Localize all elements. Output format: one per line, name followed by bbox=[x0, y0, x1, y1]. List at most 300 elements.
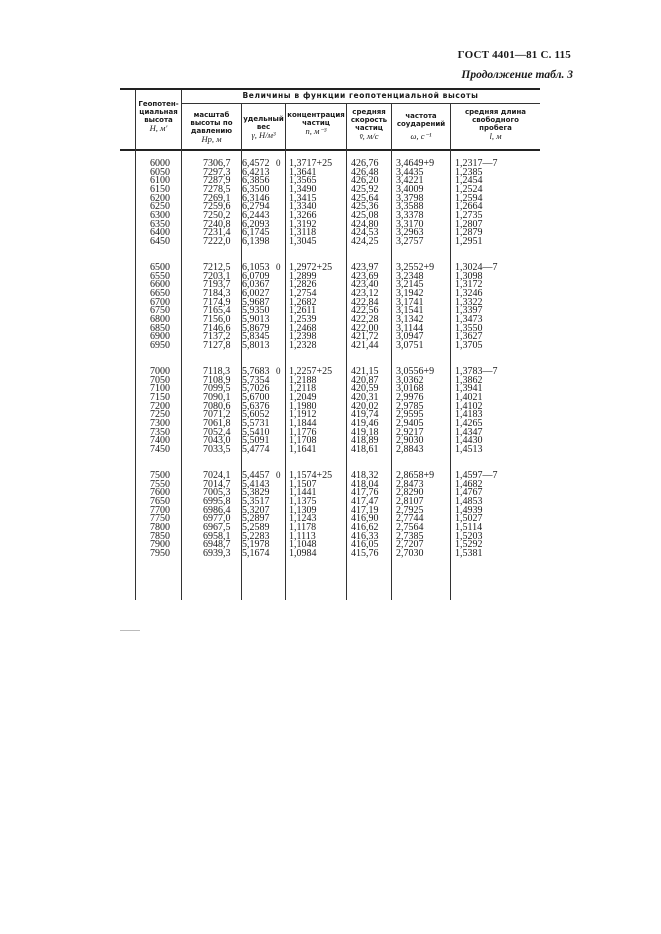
cell-omega: 2,8290 bbox=[396, 487, 424, 499]
cell-v: 418,89 bbox=[351, 435, 379, 447]
cell-gamma: 5,9687 bbox=[242, 296, 270, 308]
cell-omega: 3,2552+9 bbox=[396, 262, 435, 273]
cell-Hp: 7306,7 bbox=[203, 158, 231, 169]
cell-Hp: 6967,5 bbox=[203, 521, 231, 533]
cell-Hp: 7146,6 bbox=[203, 322, 231, 334]
cell-omega: 2,8658+9 bbox=[396, 470, 435, 481]
cell-v: 418,61 bbox=[351, 443, 379, 455]
cell-v: 422,56 bbox=[351, 305, 379, 317]
cell-gamma: 5,3829 bbox=[242, 487, 270, 499]
cell-omega: 2,7925 bbox=[396, 504, 424, 516]
cell-v: 420,87 bbox=[351, 374, 379, 386]
cell-omega: 3,4009 bbox=[396, 183, 424, 195]
cell-l: 1,2594 bbox=[455, 192, 483, 204]
cell-Hp: 7193,7 bbox=[203, 279, 231, 291]
cell-gamma: 5,9013 bbox=[242, 313, 270, 325]
cell-Hp: 7127,8 bbox=[203, 339, 231, 351]
cell-n: 1,2188 bbox=[289, 374, 317, 386]
cell-v: 419,18 bbox=[351, 426, 379, 438]
cell-omega: 2,7030 bbox=[396, 547, 424, 559]
cell-Hp: 7287,9 bbox=[203, 175, 231, 187]
cell-l: 1,4265 bbox=[455, 417, 483, 429]
cell-H: 6350 bbox=[150, 218, 170, 230]
cell-gamma-exponent: 0 bbox=[276, 158, 281, 168]
cell-omega: 3,4221 bbox=[396, 175, 424, 187]
cell-omega: 3,1741 bbox=[396, 296, 424, 308]
cell-Hp: 7090,1 bbox=[203, 391, 231, 403]
cell-n: 1,1776 bbox=[289, 426, 317, 438]
cell-H: 7600 bbox=[150, 487, 170, 499]
cell-n: 1,1912 bbox=[289, 409, 317, 421]
header-line: частота bbox=[405, 112, 437, 120]
cell-v: 417,47 bbox=[351, 495, 379, 507]
cell-omega: 2,7385 bbox=[396, 530, 424, 542]
cell-omega: 2,9595 bbox=[396, 409, 424, 421]
cell-gamma: 5,6700 bbox=[242, 391, 270, 403]
cell-Hp: 7156,0 bbox=[203, 313, 231, 325]
cell-v: 416,62 bbox=[351, 521, 379, 533]
header-symbol: n, м⁻³ bbox=[305, 126, 327, 136]
page-header: ГОСТ 4401—81 С. 115 bbox=[457, 49, 571, 61]
cell-v: 417,19 bbox=[351, 504, 379, 516]
cell-n: 1,3118 bbox=[289, 227, 317, 239]
cell-gamma: 5,7683 bbox=[242, 366, 270, 377]
header-line: частиц bbox=[355, 124, 383, 132]
cell-omega: 3,2348 bbox=[396, 270, 424, 282]
cell-n: 1,1309 bbox=[289, 504, 317, 516]
cell-H: 6000 bbox=[150, 158, 170, 169]
cell-Hp: 7014,7 bbox=[203, 478, 231, 490]
cell-l: 1,3024—7 bbox=[455, 262, 498, 273]
cell-H: 6600 bbox=[150, 279, 170, 291]
cell-omega: 3,4649+9 bbox=[396, 158, 435, 169]
cell-Hp: 7033,5 bbox=[203, 443, 231, 455]
cell-n: 1,2398 bbox=[289, 331, 317, 343]
cell-l: 1,4430 bbox=[455, 435, 483, 447]
header-line: высоты по bbox=[190, 119, 233, 127]
cell-Hp: 7099,5 bbox=[203, 383, 231, 395]
cell-omega: 3,0947 bbox=[396, 331, 424, 343]
header-symbol: ω, с⁻¹ bbox=[410, 131, 432, 141]
cell-n: 1,1980 bbox=[289, 400, 317, 412]
cell-omega: 2,7207 bbox=[396, 539, 424, 551]
table-row bbox=[120, 445, 540, 454]
cell-n: 1,1641 bbox=[289, 443, 317, 455]
cell-Hp: 7278,5 bbox=[203, 183, 231, 195]
cell-l: 1,4183 bbox=[455, 409, 483, 421]
cell-gamma-exponent: 0 bbox=[276, 366, 281, 376]
cell-Hp: 7137,2 bbox=[203, 331, 231, 343]
cell-Hp: 7061,8 bbox=[203, 417, 231, 429]
cell-l: 1,2385 bbox=[455, 166, 483, 178]
cell-l: 1,3473 bbox=[455, 313, 483, 325]
cell-l: 1,5027 bbox=[455, 513, 483, 525]
cell-H: 7100 bbox=[150, 383, 170, 395]
cell-n: 1,3490 bbox=[289, 183, 317, 195]
cell-v: 425,92 bbox=[351, 183, 379, 195]
cell-H: 7350 bbox=[150, 426, 170, 438]
cell-n: 1,3717+25 bbox=[289, 158, 333, 169]
cell-omega: 3,1342 bbox=[396, 313, 424, 325]
cell-n: 1,1375 bbox=[289, 495, 317, 507]
header-line: давлению bbox=[190, 127, 233, 135]
cell-l: 1,4682 bbox=[455, 478, 483, 490]
cell-v: 423,40 bbox=[351, 279, 379, 291]
cell-l: 1,4513 bbox=[455, 443, 483, 455]
cell-v: 419,46 bbox=[351, 417, 379, 429]
cell-omega: 3,2963 bbox=[396, 227, 424, 239]
cell-v: 423,12 bbox=[351, 287, 379, 299]
cell-n: 1,2118 bbox=[289, 383, 317, 395]
cell-n: 1,1574+25 bbox=[289, 470, 333, 481]
header-symbol: H, м' bbox=[149, 123, 168, 133]
cell-omega: 3,2757 bbox=[396, 235, 424, 247]
cell-Hp: 6939,3 bbox=[203, 547, 231, 559]
table-top-rule bbox=[120, 88, 540, 90]
cell-l: 1,3862 bbox=[455, 374, 483, 386]
cell-n: 1,2899 bbox=[289, 270, 317, 282]
cell-H: 6050 bbox=[150, 166, 170, 178]
cell-gamma: 5,6052 bbox=[242, 409, 270, 421]
cell-Hp: 7203,1 bbox=[203, 270, 231, 282]
cell-Hp: 7240,8 bbox=[203, 218, 231, 230]
cell-n: 1,2611 bbox=[289, 305, 317, 317]
cell-omega: 2,9030 bbox=[396, 435, 424, 447]
cell-n: 1,2754 bbox=[289, 287, 317, 299]
cell-n: 1,1113 bbox=[289, 530, 316, 542]
cell-Hp: 7024,1 bbox=[203, 470, 231, 481]
cell-n: 1,1178 bbox=[289, 521, 317, 533]
table-row bbox=[120, 341, 540, 350]
cell-gamma: 6,3500 bbox=[242, 183, 270, 195]
cell-Hp: 7231,4 bbox=[203, 227, 231, 239]
cell-n: 1,1441 bbox=[289, 487, 317, 499]
cell-omega: 2,8843 bbox=[396, 443, 424, 455]
column-header-omega bbox=[392, 112, 450, 140]
cell-gamma: 6,1745 bbox=[242, 227, 270, 239]
header-line: высота bbox=[144, 116, 173, 124]
cell-v: 423,97 bbox=[351, 262, 379, 273]
cell-gamma: 5,4774 bbox=[242, 443, 270, 455]
cell-v: 418,04 bbox=[351, 478, 379, 490]
cell-gamma: 5,8679 bbox=[242, 322, 270, 334]
cell-H: 7900 bbox=[150, 539, 170, 551]
cell-gamma: 5,8013 bbox=[242, 339, 270, 351]
cell-Hp: 7250,2 bbox=[203, 209, 231, 221]
cell-l: 1,3627 bbox=[455, 331, 483, 343]
cell-gamma: 5,2897 bbox=[242, 513, 270, 525]
cell-H: 6750 bbox=[150, 305, 170, 317]
cell-omega: 3,1541 bbox=[396, 305, 424, 317]
cell-H: 7850 bbox=[150, 530, 170, 542]
cell-Hp: 6995,8 bbox=[203, 495, 231, 507]
cell-H: 6400 bbox=[150, 227, 170, 239]
cell-omega: 2,8107 bbox=[396, 495, 424, 507]
group-header-rule bbox=[181, 103, 540, 104]
cell-v: 416,33 bbox=[351, 530, 379, 542]
cell-H: 7500 bbox=[150, 470, 170, 481]
cell-l: 1,3322 bbox=[455, 296, 483, 308]
cell-v: 421,72 bbox=[351, 331, 379, 343]
cell-n: 1,2826 bbox=[289, 279, 317, 291]
header-line: масштаб bbox=[193, 111, 230, 119]
cell-n: 1,2328 bbox=[289, 339, 317, 351]
cell-gamma: 6,2443 bbox=[242, 209, 270, 221]
header-line: пробега bbox=[479, 124, 512, 132]
cell-omega: 3,0556+9 bbox=[396, 366, 435, 377]
cell-H: 7450 bbox=[150, 443, 170, 455]
cell-v: 416,90 bbox=[351, 513, 379, 525]
table-row bbox=[120, 237, 540, 246]
cell-n: 1,0984 bbox=[289, 547, 317, 559]
cell-omega: 2,9405 bbox=[396, 417, 424, 429]
cell-H: 7550 bbox=[150, 478, 170, 490]
cell-Hp: 7165,4 bbox=[203, 305, 231, 317]
cell-n: 1,2468 bbox=[289, 322, 317, 334]
cell-H: 7750 bbox=[150, 513, 170, 525]
table-row bbox=[120, 549, 540, 558]
cell-v: 425,36 bbox=[351, 201, 379, 213]
cell-l: 1,3550 bbox=[455, 322, 483, 334]
column-header-v bbox=[347, 108, 391, 140]
cell-n: 1,3565 bbox=[289, 175, 317, 187]
cell-v: 426,48 bbox=[351, 166, 379, 178]
cell-Hp: 7184,3 bbox=[203, 287, 231, 299]
header-symbol: v̄, м/с bbox=[359, 131, 379, 141]
cell-gamma: 6,4572 bbox=[242, 158, 270, 169]
cell-Hp: 7108,9 bbox=[203, 374, 231, 386]
cell-H: 6950 bbox=[150, 339, 170, 351]
cell-l: 1,2879 bbox=[455, 227, 483, 239]
cell-l: 1,3397 bbox=[455, 305, 483, 317]
cell-gamma: 6,2794 bbox=[242, 201, 270, 213]
cell-H: 7700 bbox=[150, 504, 170, 516]
cell-gamma: 5,5410 bbox=[242, 426, 270, 438]
column-header-Hp bbox=[182, 111, 241, 143]
cell-Hp: 7212,5 bbox=[203, 262, 231, 273]
cell-gamma: 6,4213 bbox=[242, 166, 270, 178]
cell-n: 1,2972+25 bbox=[289, 262, 333, 273]
cell-v: 425,08 bbox=[351, 209, 379, 221]
cell-l: 1,5203 bbox=[455, 530, 483, 542]
header-line: средняя bbox=[352, 108, 386, 116]
cell-v: 417,76 bbox=[351, 487, 379, 499]
cell-l: 1,4853 bbox=[455, 495, 483, 507]
cell-n: 1,2257+25 bbox=[289, 366, 333, 377]
cell-Hp: 6948,7 bbox=[203, 539, 231, 551]
scan-artifact bbox=[120, 630, 140, 631]
header-line: циальная bbox=[139, 108, 178, 116]
cell-v: 426,20 bbox=[351, 175, 379, 187]
header-line: свободного bbox=[472, 116, 519, 124]
column-header-n bbox=[286, 111, 346, 135]
header-line: средняя длина bbox=[464, 108, 527, 116]
cell-omega: 3,0751 bbox=[396, 339, 424, 351]
cell-n: 1,1844 bbox=[289, 417, 317, 429]
cell-H: 6100 bbox=[150, 175, 170, 187]
cell-Hp: 7005,3 bbox=[203, 487, 231, 499]
cell-H: 7200 bbox=[150, 400, 170, 412]
cell-gamma: 6,2093 bbox=[242, 218, 270, 230]
cell-H: 6700 bbox=[150, 296, 170, 308]
cell-v: 424,25 bbox=[351, 235, 379, 247]
cell-l: 1,3705 bbox=[455, 339, 483, 351]
cell-omega: 3,4435 bbox=[396, 166, 424, 178]
cell-l: 1,5292 bbox=[455, 539, 483, 551]
cell-l: 1,2951 bbox=[455, 235, 483, 247]
cell-H: 6450 bbox=[150, 235, 170, 247]
cell-omega: 2,9217 bbox=[396, 426, 424, 438]
cell-Hp: 7118,3 bbox=[203, 366, 231, 377]
cell-v: 420,02 bbox=[351, 400, 379, 412]
cell-l: 1,3098 bbox=[455, 270, 483, 282]
cell-l: 1,2524 bbox=[455, 183, 483, 195]
cell-H: 6550 bbox=[150, 270, 170, 282]
cell-gamma: 5,2589 bbox=[242, 521, 270, 533]
cell-H: 7250 bbox=[150, 409, 170, 421]
cell-l: 1,5114 bbox=[455, 521, 483, 533]
cell-gamma: 6,0027 bbox=[242, 287, 270, 299]
cell-omega: 2,7744 bbox=[396, 513, 424, 525]
cell-v: 419,74 bbox=[351, 409, 379, 421]
cell-H: 6850 bbox=[150, 322, 170, 334]
cell-v: 425,64 bbox=[351, 192, 379, 204]
cell-n: 1,3415 bbox=[289, 192, 317, 204]
cell-H: 7800 bbox=[150, 521, 170, 533]
cell-l: 1,4939 bbox=[455, 504, 483, 516]
cell-gamma: 6,0367 bbox=[242, 279, 270, 291]
cell-H: 7050 bbox=[150, 374, 170, 386]
cell-n: 1,2682 bbox=[289, 296, 317, 308]
header-symbol: l, м bbox=[489, 131, 502, 141]
cell-gamma: 5,1978 bbox=[242, 539, 270, 551]
cell-v: 426,76 bbox=[351, 158, 379, 169]
cell-omega: 3,2145 bbox=[396, 279, 424, 291]
cell-H: 7000 bbox=[150, 366, 170, 377]
cell-H: 6800 bbox=[150, 313, 170, 325]
cell-Hp: 7043,0 bbox=[203, 435, 231, 447]
cell-v: 423,69 bbox=[351, 270, 379, 282]
cell-Hp: 7222,0 bbox=[203, 235, 231, 247]
column-header-l bbox=[451, 108, 540, 140]
cell-l: 1,2807 bbox=[455, 218, 483, 230]
header-line: скорость bbox=[350, 116, 388, 124]
cell-l: 1,4021 bbox=[455, 391, 483, 403]
cell-n: 1,3340 bbox=[289, 201, 317, 213]
cell-H: 6250 bbox=[150, 201, 170, 213]
cell-l: 1,5381 bbox=[455, 547, 483, 559]
cell-v: 416,05 bbox=[351, 539, 379, 551]
cell-l: 1,4347 bbox=[455, 426, 483, 438]
cell-v: 418,32 bbox=[351, 470, 379, 481]
cell-omega: 2,9785 bbox=[396, 400, 424, 412]
header-line: частиц bbox=[302, 119, 330, 127]
cell-l: 1,2735 bbox=[455, 209, 483, 221]
cell-gamma: 5,7026 bbox=[242, 383, 270, 395]
cell-gamma-exponent: 0 bbox=[276, 470, 281, 480]
group-title: Величины в функции геопотенциальной высоты bbox=[242, 91, 479, 100]
cell-H: 6200 bbox=[150, 192, 170, 204]
cell-gamma: 5,3207 bbox=[242, 504, 270, 516]
header-line: вес bbox=[256, 123, 271, 131]
cell-Hp: 7259,6 bbox=[203, 201, 231, 213]
cell-n: 1,2539 bbox=[289, 313, 317, 325]
header-symbol: Hp, м bbox=[201, 134, 222, 144]
cell-omega: 3,3588 bbox=[396, 201, 424, 213]
cell-v: 420,31 bbox=[351, 391, 379, 403]
cell-H: 7950 bbox=[150, 547, 170, 559]
cell-v: 422,84 bbox=[351, 296, 379, 308]
cell-v: 421,44 bbox=[351, 339, 379, 351]
cell-Hp: 7052,4 bbox=[203, 426, 231, 438]
cell-l: 1,3172 bbox=[455, 279, 483, 291]
cell-l: 1,4597—7 bbox=[455, 470, 498, 481]
header-line: концентрация bbox=[287, 111, 345, 119]
cell-v: 424,80 bbox=[351, 218, 379, 230]
cell-H: 6300 bbox=[150, 209, 170, 221]
continuation-label: Продолжение табл. 3 bbox=[461, 69, 573, 81]
cell-l: 1,3941 bbox=[455, 383, 483, 395]
cell-omega: 3,3170 bbox=[396, 218, 424, 230]
cell-Hp: 6986,4 bbox=[203, 504, 231, 516]
cell-gamma-exponent: 0 bbox=[276, 262, 281, 272]
header-bottom-rule bbox=[120, 149, 540, 151]
cell-l: 1,3783—7 bbox=[455, 366, 498, 377]
cell-l: 1,2454 bbox=[455, 175, 483, 187]
cell-v: 424,53 bbox=[351, 227, 379, 239]
cell-Hp: 7071,2 bbox=[203, 409, 231, 421]
cell-gamma: 6,3146 bbox=[242, 192, 270, 204]
cell-H: 6500 bbox=[150, 262, 170, 273]
cell-n: 1,3641 bbox=[289, 166, 317, 178]
cell-gamma: 5,1674 bbox=[242, 547, 270, 559]
cell-H: 7150 bbox=[150, 391, 170, 403]
cell-omega: 3,3378 bbox=[396, 209, 424, 221]
cell-gamma: 6,0709 bbox=[242, 270, 270, 282]
cell-v: 421,15 bbox=[351, 366, 379, 377]
cell-gamma: 5,4143 bbox=[242, 478, 270, 490]
cell-gamma: 5,5091 bbox=[242, 435, 270, 447]
cell-Hp: 7174,9 bbox=[203, 296, 231, 308]
cell-n: 1,3192 bbox=[289, 218, 317, 230]
cell-l: 1,4102 bbox=[455, 400, 483, 412]
cell-l: 1,2317—7 bbox=[455, 158, 498, 169]
cell-gamma: 5,5731 bbox=[242, 417, 270, 429]
cell-gamma: 6,3856 bbox=[242, 175, 270, 187]
cell-H: 6650 bbox=[150, 287, 170, 299]
cell-gamma: 5,4457 bbox=[242, 470, 270, 481]
cell-omega: 3,3798 bbox=[396, 192, 424, 204]
cell-l: 1,3246 bbox=[455, 287, 483, 299]
cell-H: 7300 bbox=[150, 417, 170, 429]
cell-gamma: 5,6376 bbox=[242, 400, 270, 412]
cell-H: 6900 bbox=[150, 331, 170, 343]
cell-omega: 2,9976 bbox=[396, 391, 424, 403]
cell-n: 1,3266 bbox=[289, 209, 317, 221]
cell-omega: 3,0168 bbox=[396, 383, 424, 395]
column-header-H bbox=[136, 100, 181, 132]
cell-gamma: 6,1053 bbox=[242, 262, 270, 273]
cell-H: 7650 bbox=[150, 495, 170, 507]
cell-n: 1,1507 bbox=[289, 478, 317, 490]
cell-n: 1,1048 bbox=[289, 539, 317, 551]
cell-l: 1,2664 bbox=[455, 201, 483, 213]
cell-n: 1,2049 bbox=[289, 391, 317, 403]
cell-gamma: 5,3517 bbox=[242, 495, 270, 507]
header-line: соударений bbox=[396, 120, 446, 128]
cell-gamma: 6,1398 bbox=[242, 235, 270, 247]
cell-v: 420,59 bbox=[351, 383, 379, 395]
